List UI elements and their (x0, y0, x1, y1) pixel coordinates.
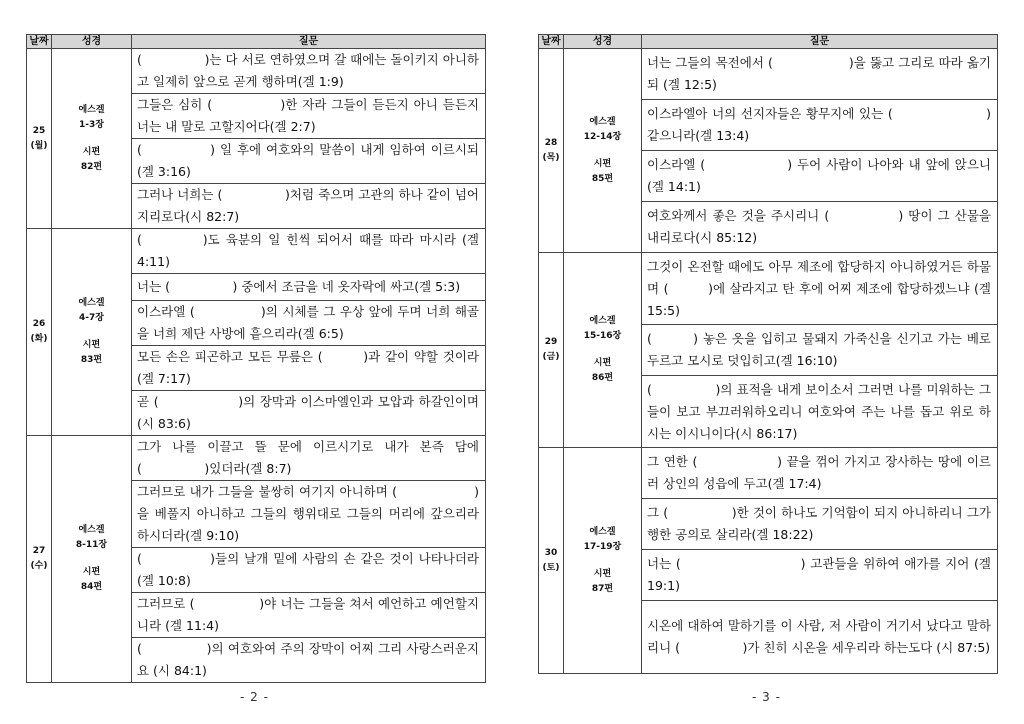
weekday: (월) (30, 140, 48, 151)
page-number-left: - 2 - (240, 690, 269, 704)
date-cell (539, 448, 564, 674)
question-cell: ( ) 놓은 옷을 입히고 물돼지 가죽신을 신기고 가는 베로 두르고 모시로 덧입히고(겔 16:10) (642, 325, 998, 376)
table-row (539, 49, 998, 100)
table-header (539, 35, 998, 49)
psalm-number: 83편 (80, 355, 103, 365)
bible-cell (564, 49, 642, 253)
book-name: 에스겔 (78, 525, 105, 535)
chapters: 4-7장 (79, 313, 104, 323)
question-cell: 곧 ( )의 장막과 이스마엘인과 모압과 하갈인이며 (시 83:6) (132, 391, 486, 436)
quiz-table-right (538, 34, 998, 674)
date-cell (539, 49, 564, 253)
header-date: 날짜 (539, 35, 564, 49)
question-cell: ( )들의 날개 밑에 사람의 손 같은 것이 나타나더라 (겔 10:8) (132, 548, 486, 593)
chapters: 12-14장 (583, 131, 622, 142)
psalm-label: 시편 (593, 158, 612, 169)
question-cell: 그러나 너희는 ( )처럼 죽으며 고관의 하나 같이 넘어지리로다(시 82:7) (132, 184, 486, 229)
psalm-number: 82편 (80, 161, 103, 172)
psalm-number: 85편 (591, 173, 614, 184)
bible-cell (564, 448, 642, 674)
question-cell: ( )도 육분의 일 힌씩 되어서 때를 따라 마시라 (겔 4:11) (132, 229, 486, 274)
weekday: (목) (542, 152, 560, 163)
question-cell: 시온에 대하여 말하기를 이 사람, 저 사람이 거기서 났다고 말하리니 ( )가 친히 시온을 세우리라 하는도다 (시 87:5) (642, 601, 998, 674)
psalm-number: 86편 (591, 373, 614, 383)
table-row (27, 49, 486, 94)
psalm-number: 87편 (591, 583, 614, 594)
weekday: (화) (30, 334, 48, 344)
question-cell: 모든 손은 피곤하고 모든 무릎은 ( )과 같이 약할 것이라 (겔 7:17) (132, 346, 486, 391)
question-cell: 그것이 온전할 때에도 아무 제조에 합당하지 아니하였거든 하물며 ( )에 살라지고 탄 후에 어찌 제조에 합당하겠느냐 (겔 15:5) (642, 253, 998, 325)
day-number: 25 (32, 125, 46, 136)
psalm-label: 시편 (593, 358, 612, 368)
table-row (539, 253, 998, 325)
psalm-number: 84편 (80, 582, 103, 592)
page-number-right: - 3 - (752, 690, 781, 704)
bible-cell (52, 229, 132, 436)
weekday: (수) (30, 561, 48, 571)
question-cell: ( )는 다 서로 연하였으며 갈 때에는 돌이키지 아니하고 일제히 앞으로 곧게 행하며(겔 1:9) (132, 49, 486, 94)
question-cell: 너는 ( ) 고관들을 위하여 애가를 지어 (겔 19:1) (642, 550, 998, 601)
question-cell: 이스라엘아 너의 선지자들은 황무지에 있는 ( ) 같으니라(겔 13:4) (642, 100, 998, 151)
question-cell: 그러므로 내가 그들을 불쌍히 여기지 아니하며 ( )을 베풀지 아니하고 그들의 행위대로 그들의 머리에 갚으리라 하시더라(겔 9:10) (132, 481, 486, 548)
book-name: 에스겔 (589, 526, 616, 537)
table-row (27, 229, 486, 274)
table-header (27, 35, 486, 49)
header-date: 날짜 (27, 35, 52, 49)
bible-cell (564, 253, 642, 448)
left-page-table-container (26, 34, 486, 683)
question-cell: 그 연한 ( ) 끝을 꺾어 가지고 장사하는 땅에 이르러 상인의 성읍에 두고(겔 17:4) (642, 448, 998, 499)
book-name: 에스겔 (78, 298, 105, 308)
question-cell: ( )의 표적을 내게 보이소서 그러면 나를 미워하는 그들이 보고 부끄러워하오리니 여호와여 주는 나를 돕고 위로 하시는 이시니이다(시 86:17) (642, 376, 998, 448)
psalm-label: 시편 (82, 146, 101, 157)
question-cell: 그러므로 ( )야 너는 그들을 쳐서 예언하고 예언할지니라 (겔 11:4) (132, 593, 486, 638)
chapters: 1-3장 (79, 119, 104, 130)
chapters: 15-16장 (583, 331, 622, 341)
weekday: (토) (542, 562, 560, 573)
header-bible: 성경 (564, 35, 642, 49)
question-cell: 그 ( )한 것이 하나도 기억함이 되지 아니하리니 그가 행한 공의로 살리라(겔 18:22) (642, 499, 998, 550)
day-number: 26 (32, 319, 46, 329)
quiz-table-left (26, 34, 486, 683)
date-cell (27, 229, 52, 436)
question-cell: 그들은 심히 ( )한 자라 그들이 듣든지 아니 듣든지 너는 내 말로 고할지어다(겔 2:7) (132, 94, 486, 139)
date-cell (27, 436, 52, 683)
question-cell: ( ) 일 후에 여호와의 말씀이 내게 임하여 이르시되 (겔 3:16) (132, 139, 486, 184)
right-page-table-container (538, 34, 998, 674)
table-row (539, 448, 998, 499)
question-cell: 이스라엘 ( )의 시체를 그 우상 앞에 두며 너희 해골을 너희 제단 사방에 흩으리라(겔 6:5) (132, 301, 486, 346)
chapters: 8-11장 (75, 540, 108, 550)
psalm-label: 시편 (593, 568, 612, 579)
question-cell: 너는 ( ) 중에서 조금을 네 옷자락에 싸고(겔 5:3) (132, 274, 486, 301)
weekday: (금) (542, 352, 560, 362)
header-bible: 성경 (52, 35, 132, 49)
header-question: 질문 (642, 35, 998, 49)
psalm-label: 시편 (82, 567, 101, 577)
book-name: 에스겔 (78, 104, 105, 115)
table-row (27, 436, 486, 481)
question-cell: 여호와께서 좋은 것을 주시리니 ( ) 땅이 그 산물을 내리로다(시 85:12) (642, 202, 998, 253)
book-name: 에스겔 (589, 116, 616, 127)
psalm-label: 시편 (82, 340, 101, 350)
day-number: 29 (544, 337, 558, 347)
date-cell (539, 253, 564, 448)
question-cell: ( )의 여호와여 주의 장막이 어찌 그리 사랑스러운지요 (시 84:1) (132, 638, 486, 683)
bible-cell (52, 49, 132, 229)
day-number: 30 (544, 547, 558, 558)
question-cell: 너는 그들의 목전에서 ( )을 뚫고 그리로 따라 옮기되 (겔 12:5) (642, 49, 998, 100)
bible-cell (52, 436, 132, 683)
book-name: 에스겔 (589, 316, 616, 326)
question-cell: 그가 나를 이끌고 뜰 문에 이르시기로 내가 본즉 담에 ( )있더라(겔 8:7) (132, 436, 486, 481)
question-cell: 이스라엘 ( ) 두어 사람이 나아와 내 앞에 앉으니 (겔 14:1) (642, 151, 998, 202)
day-number: 28 (544, 137, 558, 148)
header-question: 질문 (132, 35, 486, 49)
chapters: 17-19장 (583, 541, 622, 552)
date-cell (27, 49, 52, 229)
day-number: 27 (32, 546, 46, 556)
